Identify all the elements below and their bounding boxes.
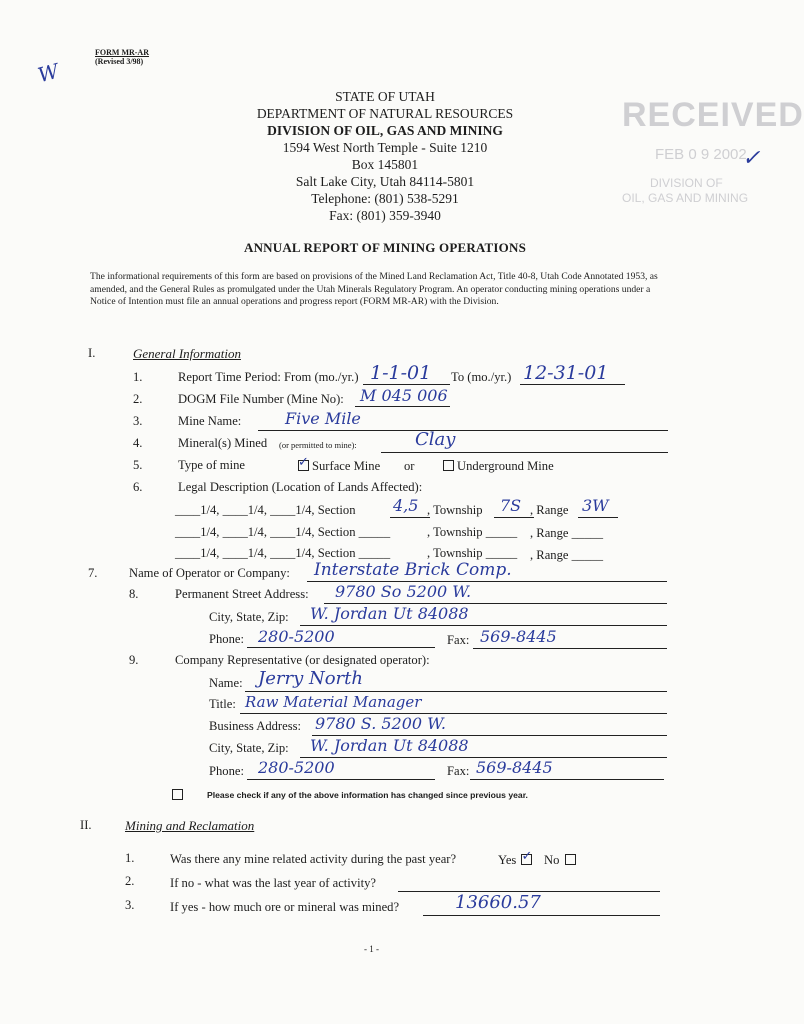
rep-fax-line — [470, 779, 664, 780]
rep-fax-label: Fax: — [447, 764, 470, 778]
rep-csz-label: City, State, Zip: — [209, 741, 289, 755]
rep-label: Company Representative (or designated operator): — [175, 653, 430, 667]
rep-name-label: Name: — [209, 676, 243, 690]
fax-line — [473, 648, 667, 649]
activity-no-option[interactable] — [544, 853, 579, 868]
mine-name-label: Mine Name: — [178, 414, 242, 428]
activity-no-label: No — [544, 853, 560, 867]
rep-name-line — [245, 691, 667, 692]
rep-phone-line — [247, 779, 435, 780]
s2-item-2-number: 2. — [125, 874, 135, 888]
legal-row-2-range-label: , Range _____ — [530, 526, 604, 540]
mineral-value[interactable]: Clay — [415, 429, 456, 450]
changed-checkbox[interactable] — [172, 789, 183, 800]
item-1-number: 1. — [133, 370, 143, 384]
city-state-zip-value[interactable]: W. Jordan Ut 84088 — [310, 604, 469, 623]
surface-label: Surface Mine — [312, 459, 381, 473]
file-label: DOGM File Number (Mine No): — [178, 392, 344, 406]
period-to-label: To (mo./yr.) — [451, 370, 512, 384]
city-state-zip-line — [300, 625, 667, 626]
legal-row-1-township-line — [494, 517, 534, 518]
activity-yes-option[interactable] — [498, 853, 535, 868]
rep-name-value[interactable]: Jerry North — [258, 668, 363, 689]
item-3-number: 3. — [133, 414, 143, 428]
amount-question: If yes - how much ore or mineral was mined? — [170, 900, 400, 914]
fax-label: Fax: — [447, 633, 470, 647]
period-to-line — [520, 384, 625, 385]
header — [0, 88, 770, 224]
section1-numeral: I. — [88, 346, 96, 360]
legal-row-2-quarters: ____1/4, ____1/4, ____1/4, Section _____ — [175, 525, 391, 539]
form-revised: (Revised 3/98) — [95, 57, 144, 66]
section1-heading: General Information — [133, 346, 241, 361]
legal-row-1-township-label: , Township — [427, 503, 483, 517]
mine-name-value[interactable]: Five Mile — [285, 409, 361, 428]
legal-row-1-range-label: , Range — [530, 503, 569, 517]
stamp-division-2: OIL, GAS AND MINING — [622, 191, 749, 205]
legal-row-1-section-line — [390, 517, 430, 518]
form-id — [95, 48, 149, 66]
s2-item-1-number: 1. — [125, 851, 135, 865]
legal-row-1-range-line — [578, 517, 618, 518]
phone-value[interactable]: 280-5200 — [258, 627, 335, 646]
city-state-zip-label: City, State, Zip: — [209, 610, 289, 624]
street-value[interactable]: 9780 So 5200 W. — [335, 582, 472, 601]
rep-phone-label: Phone: — [209, 764, 244, 778]
period-from-line — [363, 384, 450, 385]
mine-name-line — [258, 430, 668, 431]
underground-checkbox[interactable] — [443, 460, 454, 471]
item-9-number: 9. — [129, 653, 139, 667]
form-name: FORM MR-AR — [95, 48, 149, 57]
header-street: 1594 West North Temple - Suite 1210 — [282, 140, 488, 155]
mineral-small-label: (or permitted to mine): — [279, 440, 357, 450]
surface-checkbox[interactable] — [298, 460, 309, 471]
mineral-line — [381, 452, 668, 453]
amount-value[interactable]: 13660.57 — [455, 892, 541, 913]
legal-row-1-township[interactable]: 7S — [500, 496, 522, 515]
file-line — [355, 406, 450, 407]
type-label: Type of mine — [178, 458, 245, 472]
section2-numeral: II. — [80, 818, 92, 832]
period-to-value[interactable]: 12-31-01 — [523, 362, 609, 384]
legal-row-3-range-label: , Range _____ — [530, 548, 604, 562]
margin-mark: W — [35, 58, 62, 88]
rep-csz-value[interactable]: W. Jordan Ut 84088 — [310, 736, 469, 755]
legal-row-1-section[interactable]: 4,5 — [393, 496, 419, 515]
header-fax: Fax: (801) 359-3940 — [329, 208, 441, 223]
rep-title-line — [240, 713, 667, 714]
item-4-number: 4. — [133, 436, 143, 450]
legal-row-2-township-label: , Township _____ — [427, 525, 518, 539]
item-7-number: 7. — [88, 566, 98, 580]
page-number: - 1 - — [364, 944, 379, 954]
legal-row-1-quarters: ____1/4, ____1/4, ____1/4, Section — [175, 503, 356, 517]
amount-line — [423, 915, 660, 916]
changed-note: Please check if any of the above information has changed since previous year. — [207, 790, 528, 800]
legal-row-3-township-label: , Township _____ — [427, 546, 518, 560]
rep-business-value[interactable]: 9780 S. 5200 W. — [315, 714, 446, 733]
operator-value[interactable]: Interstate Brick Comp. — [314, 560, 512, 580]
stamp-check-mark: ✓ — [742, 146, 761, 171]
period-label: Report Time Period: From (mo./yr.) — [178, 370, 359, 384]
header-state: STATE OF UTAH — [335, 89, 435, 104]
underground-label: Underground Mine — [457, 459, 554, 473]
received-stamp: RECEIVED — [622, 96, 804, 134]
header-city: Salt Lake City, Utah 84114-5801 — [295, 174, 475, 189]
file-value[interactable]: M 045 006 — [360, 386, 448, 405]
item-6-number: 6. — [133, 480, 143, 494]
header-telephone: Telephone: (801) 538-5291 — [311, 191, 459, 206]
activity-question: Was there any mine related activity during the past year? — [170, 852, 457, 866]
stamp-date: FEB 0 9 2002 — [655, 146, 747, 163]
header-box: Box 145801 — [351, 157, 419, 172]
surface-option[interactable] — [298, 459, 380, 474]
rep-title-label: Title: — [209, 697, 236, 711]
fax-value[interactable]: 569-8445 — [480, 627, 557, 646]
rep-fax-value[interactable]: 569-8445 — [476, 758, 553, 777]
rep-title-value[interactable]: Raw Material Manager — [245, 693, 422, 711]
street-label: Permanent Street Address: — [175, 587, 309, 601]
activity-yes-checkbox[interactable] — [521, 854, 532, 865]
legal-row-3-quarters: ____1/4, ____1/4, ____1/4, Section _____ — [175, 546, 391, 560]
item-5-number: 5. — [133, 458, 143, 472]
section2-heading: Mining and Reclamation — [125, 818, 255, 833]
header-department: DEPARTMENT OF NATURAL RESOURCES — [256, 106, 514, 121]
activity-no-checkbox[interactable] — [565, 854, 576, 865]
or-label: or — [404, 459, 415, 473]
underground-option[interactable] — [443, 459, 554, 474]
rep-business-label: Business Address: — [209, 719, 302, 733]
report-title: ANNUAL REPORT OF MINING OPERATIONS — [243, 240, 526, 255]
legal-label: Legal Description (Location of Lands Affected): — [178, 480, 423, 494]
intro-paragraph: The informational requirements of this form are based on provisions of the Mined Land Reclamation Act, Title 40-8, Utah Code Annotated 1953, as amended, and the General Rules as promulgated under the Utah Minerals Regulatory Program. An operator conducting mining operations under a Notice of Intention must file an annual operations and progress report (FORM MR-AR) with the Division. — [90, 271, 658, 307]
last-year-question: If no - what was the last year of activity? — [170, 876, 376, 890]
mineral-label: Mineral(s) Mined — [178, 436, 268, 450]
stamp-division-1: DIVISION OF — [650, 176, 723, 190]
s2-item-3-number: 3. — [125, 898, 135, 912]
operator-label: Name of Operator or Company: — [129, 566, 290, 580]
activity-yes-label: Yes — [498, 853, 517, 867]
phone-label: Phone: — [209, 632, 244, 646]
item-2-number: 2. — [133, 392, 143, 406]
rep-phone-value[interactable]: 280-5200 — [258, 758, 335, 777]
legal-row-1-range[interactable]: 3W — [582, 496, 609, 515]
header-division: DIVISION OF OIL, GAS AND MINING — [267, 123, 503, 138]
changed-option[interactable] — [172, 786, 186, 804]
phone-line — [247, 647, 435, 648]
item-8-number: 8. — [129, 587, 139, 601]
period-from-value[interactable]: 1-1-01 — [370, 362, 432, 384]
